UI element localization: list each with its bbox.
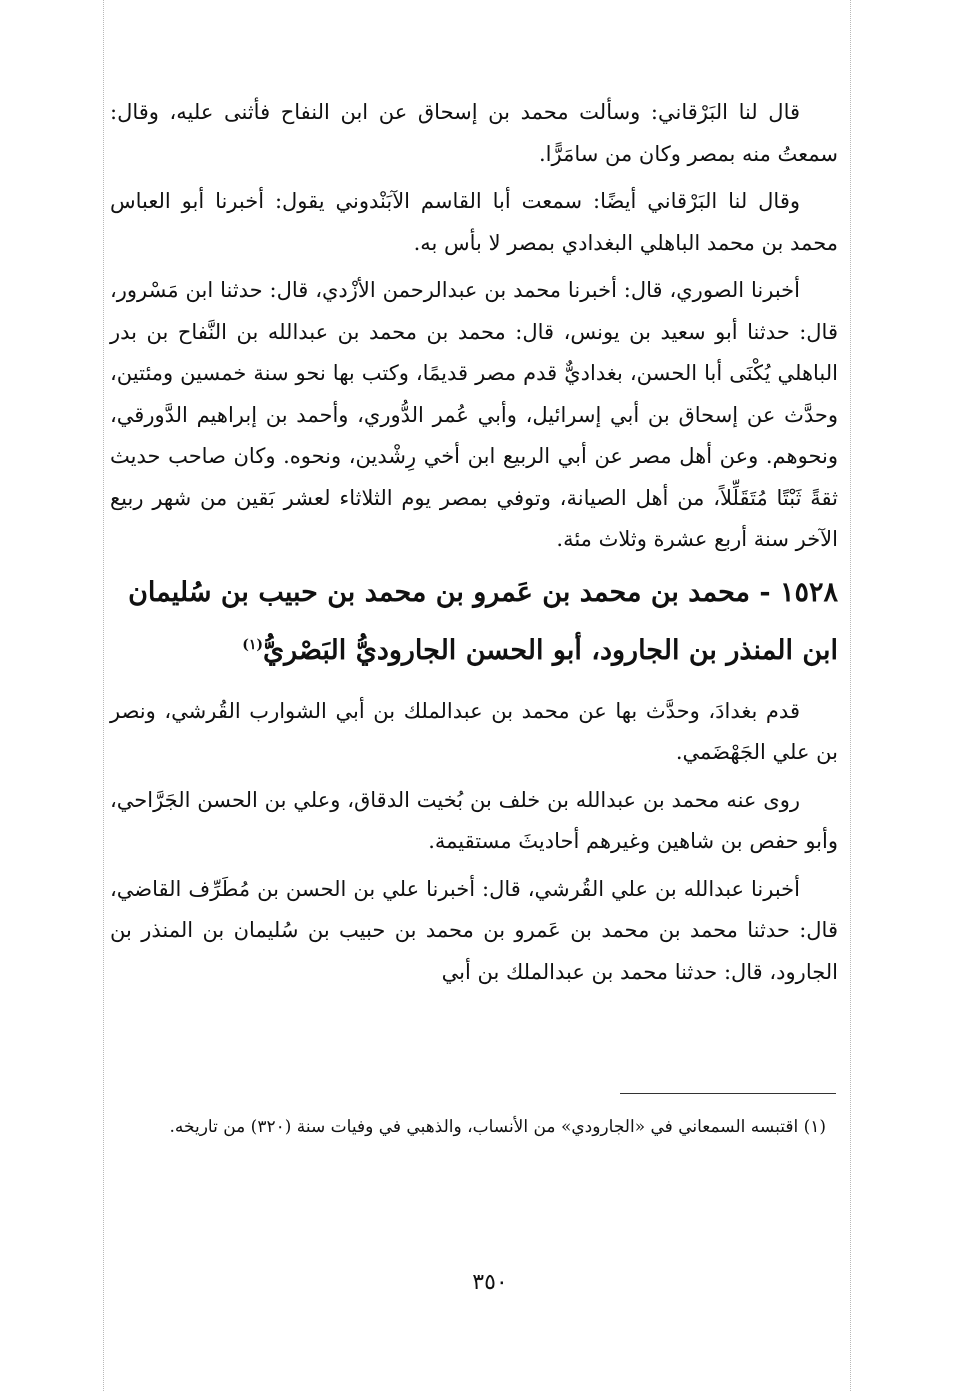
page-number: ٣٥٠ [472,1270,508,1295]
paragraph: أخبرنا عبدالله بن علي القُرشي، قال: أخبرنا علي بن الحسن بن مُطَرِّف القاضي، قال: حدثنا محمد بن محمد بن عَمرو بن محمد بن حبيب بن سُليمان بن المنذر بن الجارود، قال: حدثنا محمد بن عبدالملك بن أبي [110,876,838,984]
page-body [110,92,838,999]
entry-heading-text: ١٥٢٨ - محمد بن محمد بن عَمرو بن محمد بن حبيب بن سُليمان ابن المنذر بن الجارود، أبو الحسن الجاروديُّ البَصْريُّ [128,576,838,666]
paragraph: أخبرنا الصوري، قال: أخبرنا محمد بن عبدالرحمن الأزْدي، قال: حدثنا ابن مَسْرور، قال: حدثنا أبو سعيد بن يونس، قال: محمد بن محمد بن عبدالله بن النَّفاح بن بدر الباهلي يُكْنَى أبا الحسن، بغداديٌّ قدم مصر قديمًا، وكتب بها نحو سنة خمسين ومئتين، وحدَّث عن إسحاق بن أبي إسرائيل، وأبي عُمر الدُّوري، وأحمد بن إبراهيم الدَّورقي، ونحوهم. وعن أهل مصر عن أبي الربيع ابن أخي رِشْدين، ونحوه. وكان صاحب حديث ثقةً ثَبْتًا مُتَقَلِّلاً، من أهل الصيانة، وتوفي بمصر يوم الثلاثاء لعشر بَقين من شهر ربيع الآخر سنة أربع عشرة وثلاث مئة. [110,278,838,551]
fold-line-left [103,0,104,1391]
footnote: (١) اقتبسه السمعاني في «الجارودي» من الأنساب، والذهبي في وفيات سنة (٣٢٠) من تاريخه. [169,1117,826,1137]
paragraph: قال لنا البَرْقاني: وسألت محمد بن إسحاق عن ابن النفاح فأثنى عليه، وقال: سمعتُ منه بمصر وكان من سامَرًّا. [110,100,838,166]
paragraph: قدم بغدادَ، وحدَّث بها عن محمد بن عبدالملك بن أبي الشوارب القُرشي، ونصر بن علي الجَهْضَمي. [110,698,838,764]
footnote-ref: (١) [242,636,263,653]
paragraph: روى عنه محمد بن عبدالله بن خلف بن بُخيت الدقاق، وعلي بن الحسن الجَرَّاحي، وأبو حفص بن شاهين وغيرهم أحاديثَ مستقيمة. [110,787,838,853]
entry-heading [110,567,838,677]
paragraph: وقال لنا البَرْقاني أيضًا: سمعت أبا القاسم الآبَنْدوني يقول: أخبرنا أبو العباس محمد بن محمد الباهلي البغدادي بمصر لا بأس به. [110,189,838,255]
fold-line-right [850,0,851,1391]
footnote-separator [620,1093,836,1094]
